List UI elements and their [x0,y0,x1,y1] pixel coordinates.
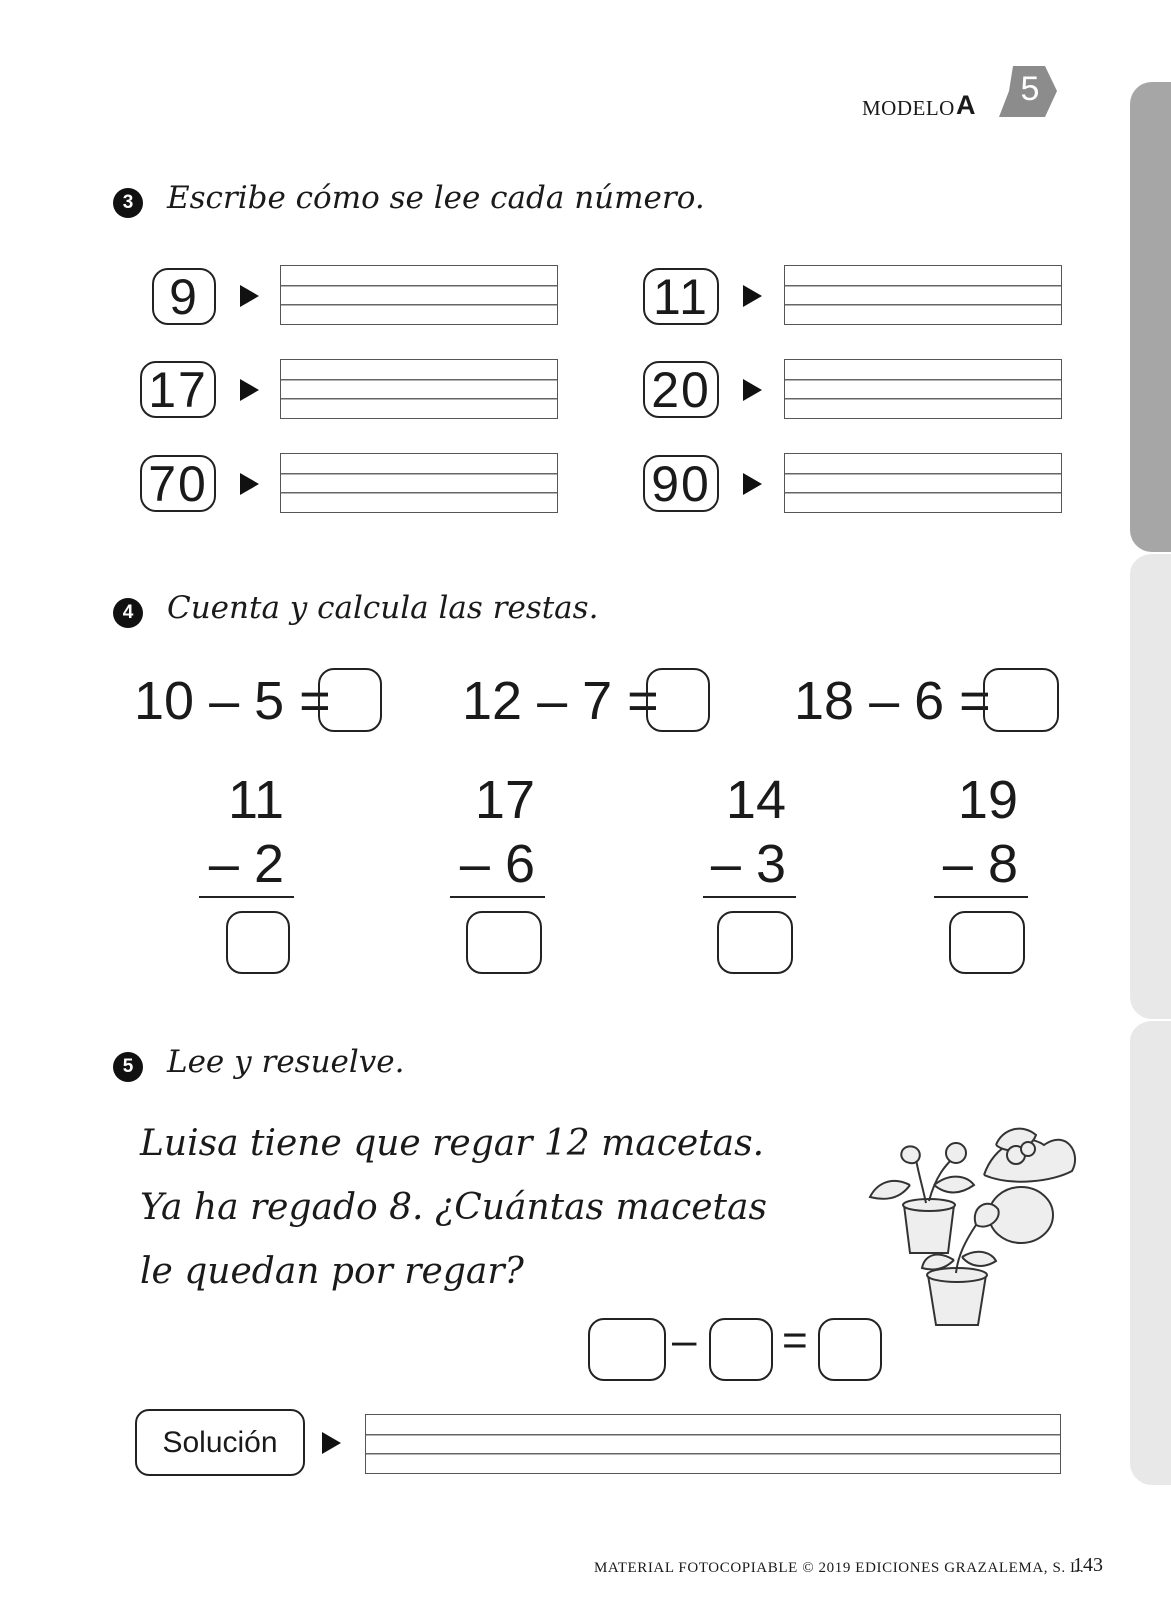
exercise-number: 4 [113,598,143,628]
side-tab [1130,1019,1171,1485]
number-box: 20 [643,361,719,418]
solution-label: Solución [135,1409,305,1476]
writing-lines[interactable] [280,453,558,513]
subtrahend: – 8 [942,834,1018,894]
arrow-right-icon [322,1432,341,1454]
equals-sign: = [782,1316,808,1365]
result-line [703,896,796,898]
arrow-right-icon [240,379,259,401]
writing-lines[interactable] [280,359,558,419]
number-box: 70 [140,455,216,512]
minuend: 14 [725,770,786,830]
answer-box[interactable] [818,1318,882,1381]
exercise-title: Cuenta y calcula las restas. [167,590,599,626]
problem-line: Luisa tiene que regar 12 macetas. [140,1123,765,1164]
arrow-right-icon [240,285,259,307]
writing-lines[interactable] [280,265,558,325]
answer-box[interactable] [588,1318,666,1381]
answer-box[interactable] [717,911,793,974]
minuend: 11 [227,770,284,830]
writing-lines[interactable] [784,265,1062,325]
exercise-number: 3 [113,188,143,218]
number-box: 90 [643,455,719,512]
arrow-right-icon [743,473,762,495]
minus-sign: – [672,1316,697,1365]
modelo-label: MODELO [862,96,955,120]
modelo-letter: A [956,90,976,120]
answer-box[interactable] [226,911,290,974]
subtraction-expression: 18 – 6 = [794,671,991,731]
answer-box[interactable] [949,911,1025,974]
exercise-number: 5 [113,1052,143,1082]
writing-lines[interactable] [784,453,1062,513]
side-tab-active [1130,82,1171,552]
solution-writing-lines[interactable] [365,1414,1061,1474]
answer-box[interactable] [318,668,382,732]
number-box: 9 [152,268,216,325]
subtrahend: – 3 [710,834,786,894]
problem-line: Ya ha regado 8. ¿Cuántas macetas [140,1187,767,1228]
subtraction-expression: 12 – 7 = [462,671,659,731]
arrow-right-icon [743,379,762,401]
answer-box[interactable] [646,668,710,732]
result-line [199,896,294,898]
page-number: 143 [1073,1554,1103,1576]
problem-line: le quedan por regar? [140,1251,524,1292]
minuend: 19 [957,770,1018,830]
answer-box[interactable] [709,1318,773,1381]
minuend: 17 [474,770,535,830]
unit-number: 5 [1020,70,1040,108]
footer-copyright: MATERIAL FOTOCOPIABLE © 2019 EDICIONES GRAZALEMA, S. L. [594,1560,1085,1576]
writing-lines[interactable] [784,359,1062,419]
answer-box[interactable] [466,911,542,974]
subtraction-expression: 10 – 5 = [134,671,331,731]
number-box: 17 [140,361,216,418]
side-tab [1130,552,1171,1019]
number-box: 11 [643,268,719,325]
result-line [450,896,545,898]
flower-pots-illustration [866,1125,1081,1335]
arrow-right-icon [743,285,762,307]
result-line [934,896,1028,898]
exercise-title: Escribe cómo se lee cada número. [167,180,705,216]
arrow-right-icon [240,473,259,495]
answer-box[interactable] [983,668,1059,732]
subtrahend: – 6 [459,834,535,894]
exercise-title: Lee y resuelve. [167,1044,405,1080]
subtrahend: – 2 [208,834,284,894]
